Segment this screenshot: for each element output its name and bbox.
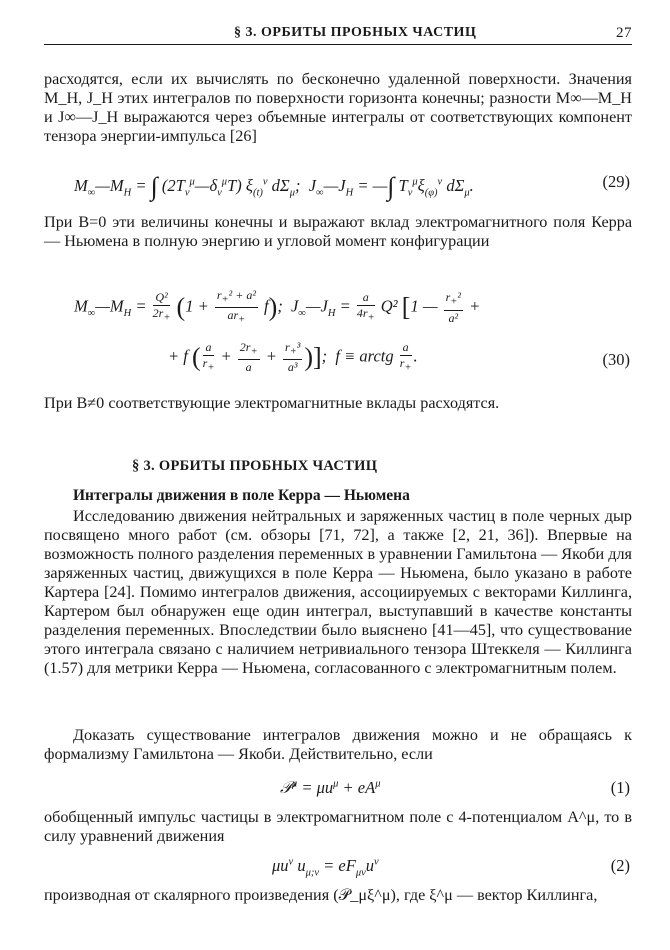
equation-30-line-2-body: + f ( $\frac{a}{r_+}$ + $\frac{2r_+}{a}$ + $\frac{r_+^3}{\text{a³}}$ )]; f ≡ arctg $\frac{a}{r_+}$ .: [168, 340, 418, 375]
equation-2-number: (2): [610, 856, 630, 875]
running-header-title: § 3. ОРБИТЫ ПРОБНЫХ ЧАСТИЦ: [234, 25, 477, 40]
paragraph-1: расходятся, если их вычислять по бесконечно удаленной поверхности. Значения M_H, J_H этих интегралов по поверхности горизонта конечны; разности M∞—M_H и J∞—J_H выражаются через объемные интегралы от соответствующих компонент тензора энергии-импульса [26]: [44, 70, 632, 145]
equation-30-line-1-body: $M_\infty—M_H$ = $\frac{\text{Q²}}{2r_+}$ (1 + $\frac{r_+^2 + a^2}{ar_+}$ f); $J_\infty—J_H$ = $\frac{a}{4r_+}$ Q² [1 — $\frac{r_+^2}{\text{a²}}$ +: [74, 288, 481, 326]
paragraph-3: При B≠0 соответствующие электромагнитные вклады расходятся.: [44, 394, 500, 412]
equation-1-number: (1): [610, 778, 630, 797]
paragraph-5: Доказать существование интегралов движения можно и не обращаясь к формализму Гамильтона — Якоби. Действительно, если: [44, 726, 632, 763]
paragraph-7: производная от скалярного произведения (𝒫_μξ^μ), где ξ^μ — вектор Киллинга,: [44, 886, 598, 904]
equation-30-line-1: [44, 286, 632, 326]
paragraph-2: При B=0 эти величины конечны и выражают вклад электромагнитного поля Керра — Ньюмена в полную энергию и угловой момент конфигурации: [44, 213, 632, 250]
page-number: 27: [616, 25, 632, 41]
paragraph-6: обобщенный импульс частицы в электромагнитном поле с 4-потенциалом A^μ, то в силу уравнений движения: [44, 808, 632, 845]
equation-29-number: (29): [602, 172, 630, 191]
equation-2: [44, 856, 632, 886]
section-heading: § 3. ОРБИТЫ ПРОБНЫХ ЧАСТИЦ: [132, 458, 378, 474]
equation-1-body: 𝒫$^\mu$ = $\mu u^\mu + eA^\mu$: [280, 778, 381, 797]
equation-2-body: $\mu u^\nu$ $u_{\mu;\nu} = eF_{\mu\nu}u^\nu$: [272, 856, 379, 879]
subsection-heading: Интегралы движения в поле Керра — Ньюмена: [73, 487, 410, 504]
equation-30-number: (30): [602, 350, 630, 369]
equation-30-line-2: [44, 338, 632, 380]
equation-29-body: $M_\infty—M_H$ = ∫ $(2T_\nu^\mu—\delta_\nu^\mu T)$ $\xi_{(t)}^\nu$ $d\Sigma_\mu$; $J_\infty—J_H$ = —∫ $T_\nu^\mu\xi_{(\varphi)}^\nu$ $d\Sigma_\mu$.: [74, 172, 474, 201]
equation-29: [44, 172, 632, 202]
paragraph-4: Исследованию движения нейтральных и заряженных частиц в поле черных дыр посвящено много работ (см. обзоры [71, 72], а также [2, 21, 36]). Впервые на возможность полного разделения переменных в уравнении Гамильтона — Якоби для заряженных частиц, движущихся в поле Керра — Ньюмена, было указано в работе Картера [24]. Помимо интегралов движения, ассоциируемых с векторами Киллинга, Картером был обнаружен еще один интеграл, выступавший в качестве константы разделения переменных. Впоследствии было выяснено [41—45], что существование этого интеграла связано с наличием нетривиального тензора Штеккеля — Киллинга (1.57) для метрики Керра — Ньюмена, согласованного с электромагнитным полем.: [44, 507, 632, 677]
equation-1: [44, 778, 632, 808]
running-header: [44, 22, 632, 45]
